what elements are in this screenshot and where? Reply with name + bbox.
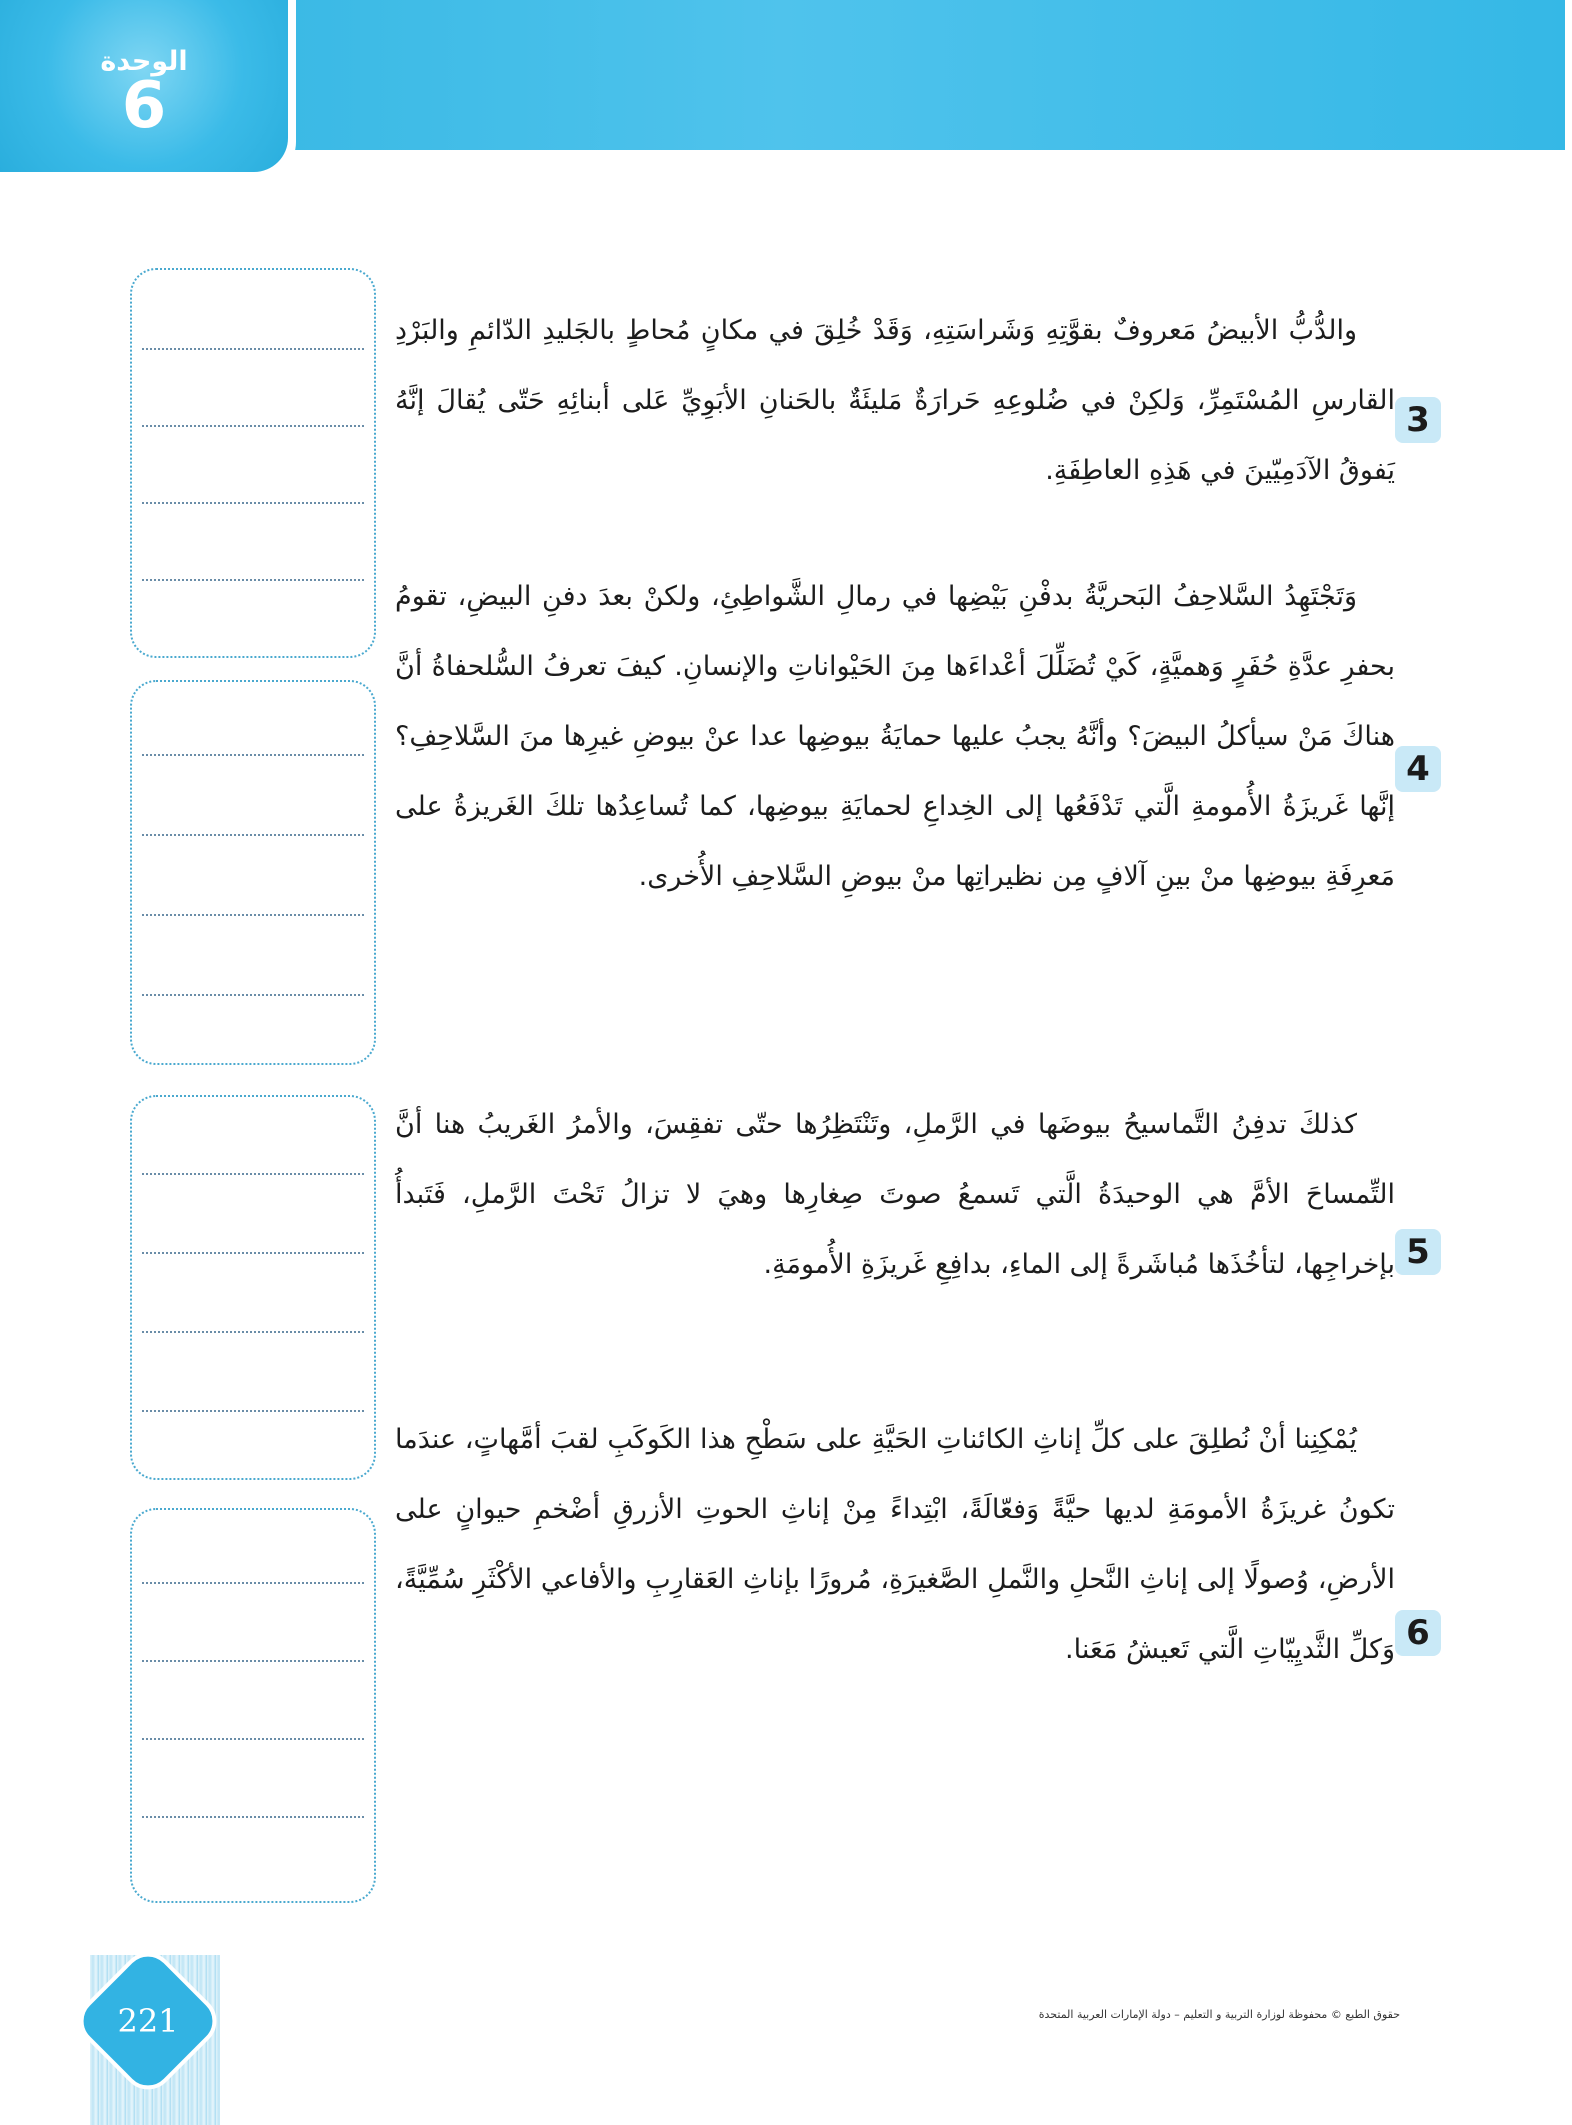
note-line — [142, 994, 364, 996]
note-line — [142, 754, 364, 756]
note-line — [142, 1738, 364, 1740]
page-number: 221 — [117, 2002, 179, 2040]
note-line — [142, 502, 364, 504]
paragraph-3-number: 3 — [1395, 397, 1441, 443]
note-line — [142, 1252, 364, 1254]
notes-box-4[interactable] — [130, 1508, 376, 1903]
paragraph-5-text: كذلكَ تدفِنُ التَّماسيحُ بيوضَها في الرَّملِ، وتَنْتَظِرُها حتّى تفقِسَ، والأمرُ الغَريبُ هنا أنَّ التِّمساحَ الأمَّ هي الوحيدَةُ الَّتي تَسمعُ صوتَ صِغارِها وهيَ لا تزالُ تَحْتَ الرَّملِ، فَتَبدأُ بإخراجِها، لتأخُذَها مُباشَرةً إلى الماءِ، بدافِعِ غَريزَةِ الأُمومَةِ. — [395, 1109, 1395, 1280]
paragraph-5 — [395, 1090, 1395, 1300]
note-line — [142, 1331, 364, 1333]
notes-box-2[interactable] — [130, 680, 376, 1065]
note-line — [142, 1816, 364, 1818]
paragraph-4-text: وَتَجْتَهِدُ السَّلاحِفُ البَحريَّةُ بدفْنِ بَيْضِها في رمالِ الشَّواطِئِ، ولكنْ بعدَ دفنِ البيضِ، تقومُ بحفرِ عدَّةِ حُفَرٍ وَهميَّةٍ، كَيْ تُضَلِّلَ أعْداءَها مِنَ الحَيْواناتِ والإنسانِ. كيفَ تعرفُ السُّلحفاةُ أنَّ هناكَ مَنْ سيأكلُ البيضَ؟ وأنَّهُ يجبُ عليها حمايَةُ بيوضِها عدا عنْ بيوضِ غيرِها منَ السَّلاحِفِ؟ إنَّها غَريزَةُ الأُمومةِ الَّتي تَدْفَعُها إلى الخِداعِ لحمايَةِ بيوضِها، كما تُساعِدُها تلكَ الغَريزةُ على مَعرِفَةِ بيوضِها منْ بينِ آلافٍ مِن نظيراتِها منْ بيوضِ السَّلاحِفِ الأُخرى. — [395, 581, 1395, 892]
note-line — [142, 1173, 364, 1175]
notes-box-3[interactable] — [130, 1095, 376, 1480]
note-line — [142, 834, 364, 836]
paragraph-3-text: والدُّبُّ الأبيضُ مَعروفٌ بقوَّتِهِ وَشَراسَتِهِ، وَقَدْ خُلِقَ في مكانٍ مُحاطٍ بالجَليدِ الدّائمِ والبَرْدِ القارسِ المُسْتَمِرِّ، وَلكِنْ في ضُلوعِهِ حَرارَةٌ مَليئَةٌ بالحَنانِ الأبَوِيِّ عَلى أبنائِهِ حَتّى يُقالَ إنَّهُ يَفوقُ الآدَمِيّينَ في هَذِهِ العاطِفَةِ. — [395, 315, 1395, 486]
unit-tab-inner — [0, 0, 288, 172]
note-line — [142, 1582, 364, 1584]
note-line — [142, 1660, 364, 1662]
copyright-notice: حقوق الطبع © محفوظة لوزارة التربية و التعليم – دولة الإمارات العربية المتحدة — [1038, 2008, 1400, 2021]
paragraph-6-text: يُمْكِنِنا أنْ نُطلِقَ على كلِّ إناثِ الكائناتِ الحَيَّةِ على سَطْحِ هذا الكَوكَبِ لقبَ أمَّهاتٍ، عندَما تكونُ غريزَةُ الأمومَةِ لديها حيَّةً وَفعّالَةً، ابْتِداءً مِنْ إناثِ الحوتِ الأزرقِ أضْخمِ حيوانٍ على الأرضِ، وُصولًا إلى إناثِ النَّحلِ والنَّملِ الصَّغيرَةِ، مُرورًا بإناثِ العَقارِبِ والأفاعي الأكْثَرِ سُمِّيَّةً، وَكلِّ الثَّديِيّاتِ الَّتي تَعيشُ مَعَنا. — [395, 1424, 1395, 1665]
paragraph-3 — [395, 296, 1395, 506]
unit-tab — [0, 0, 296, 180]
note-line — [142, 348, 364, 350]
note-line — [142, 425, 364, 427]
notes-box-1[interactable] — [130, 268, 376, 658]
note-line — [142, 579, 364, 581]
unit-label: الوحدة — [100, 46, 188, 77]
paragraph-5-number: 5 — [1395, 1229, 1441, 1275]
note-line — [142, 914, 364, 916]
paragraph-6-number: 6 — [1395, 1610, 1441, 1656]
paragraph-4 — [395, 562, 1395, 912]
paragraph-4-number: 4 — [1395, 746, 1441, 792]
unit-number: 6 — [121, 69, 167, 143]
note-line — [142, 1410, 364, 1412]
paragraph-6 — [395, 1405, 1395, 1685]
